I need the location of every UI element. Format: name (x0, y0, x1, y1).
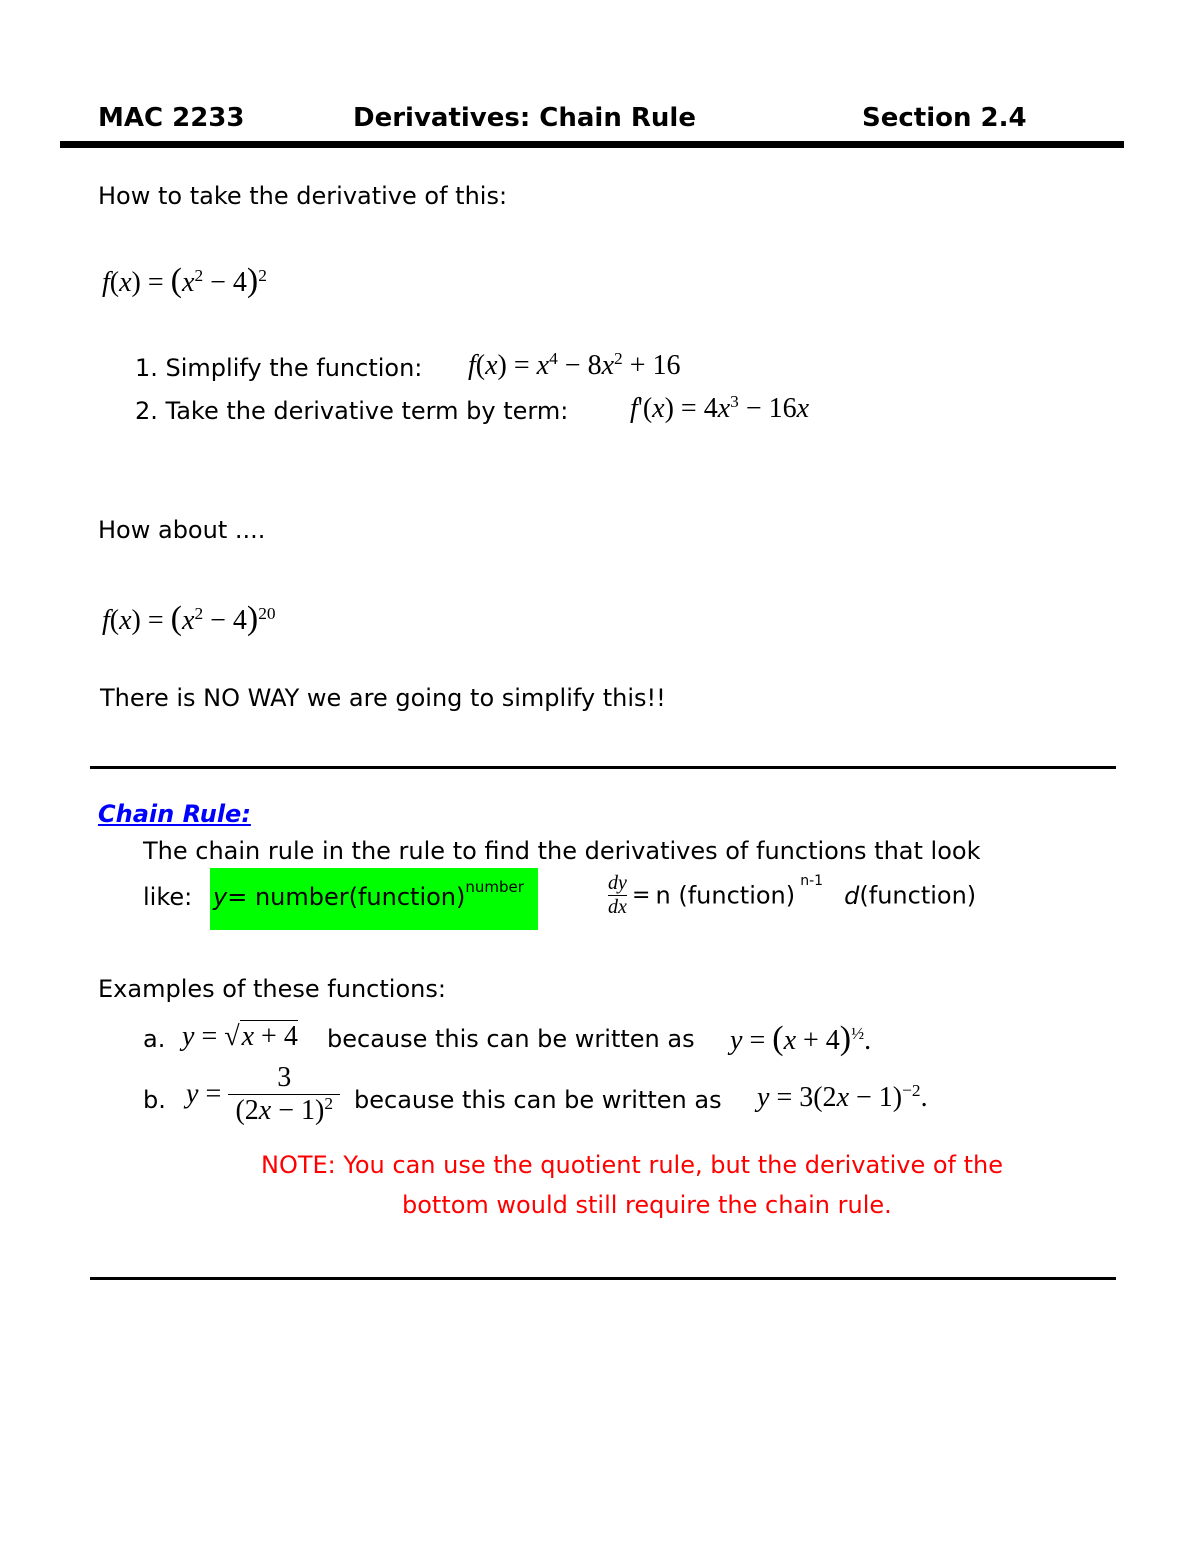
section-divider-2 (90, 1277, 1116, 1280)
section-number: Section 2.4 (862, 103, 1027, 133)
example-b-because: because this can be written as (354, 1086, 722, 1114)
header-divider (60, 141, 1124, 148)
equation-simplified: $f(x) = x^4 - 8x^2 + 16$ (468, 349, 681, 381)
example-a-equation: y = √x + 4 (182, 1021, 298, 1052)
chain-rule-description: The chain rule in the rule to find the derivatives of functions that look (143, 837, 981, 865)
section-divider-1 (90, 766, 1116, 769)
dy-dx-fraction: $\frac{dy}{dx}$ (608, 872, 627, 918)
equation-f-twentieth: $f(x) = (x^2 - 4)^{20}$ (102, 600, 276, 637)
step-2-label: 2. Take the derivative term by term: (135, 397, 569, 425)
step-1-label: 1. Simplify the function: (135, 354, 423, 382)
example-a-label: a. (143, 1025, 166, 1053)
page-title: Derivatives: Chain Rule (353, 103, 696, 133)
intro-question: How to take the derivative of this: (98, 182, 508, 210)
chain-rule-form: y= number(function)$^{number}$ (213, 877, 524, 911)
note-line-2: bottom would still require the chain rule. (402, 1191, 892, 1219)
equation-f-squared: $f(x) = (x^2 - 4)^2$ (102, 262, 267, 299)
like-label: like: (143, 883, 193, 911)
example-b-rewritten: $y = 3(2x - 1)^{-2}$. (757, 1081, 928, 1113)
course-code: MAC 2233 (98, 103, 245, 133)
example-b-equation: y = $\frac{3}{(2x - 1)^2}$ (186, 1062, 340, 1127)
note-line-1: NOTE: You can use the quotient rule, but the derivative of the (261, 1151, 1004, 1179)
how-about-text: How about .... (98, 516, 266, 544)
example-a-rewritten: $y = (x + 4)^{\frac{1}{2}}$. (730, 1020, 872, 1057)
no-way-text: There is NO WAY we are going to simplify this!! (100, 684, 666, 712)
example-b-fraction: $\frac{3}{(2x - 1)^2}$ (228, 1062, 340, 1127)
chain-rule-result: $\frac{dy}{dx}$ = n (function) $^{n-1}$ d(function) (608, 872, 977, 918)
chain-rule-title: Chain Rule: (98, 800, 251, 828)
examples-heading: Examples of these functions: (98, 975, 446, 1003)
example-a-because: because this can be written as (327, 1025, 695, 1053)
equation-derivative: $f'(x) = 4x^3 - 16x$ (630, 392, 810, 424)
example-b-label: b. (143, 1086, 166, 1114)
